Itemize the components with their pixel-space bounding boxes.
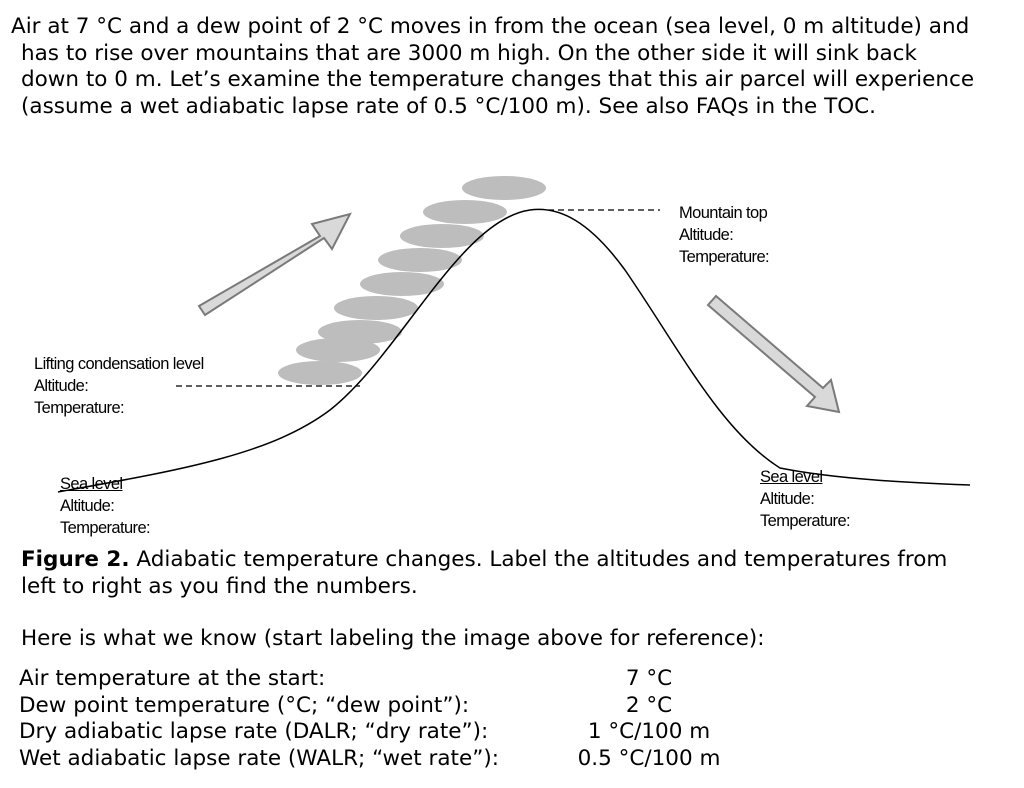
intro-line-4: (assume a wet adiabatic lapse rate of 0.5 °C/100 m). See also FAQs in the TOC. [21, 93, 876, 119]
figure-caption-text-2: left to right as you find the numbers. [21, 574, 418, 599]
mountain-profile [58, 209, 970, 492]
cloud-puff [462, 176, 546, 200]
known-row [19, 719, 729, 746]
sea-level-left-label [60, 473, 150, 539]
figure-caption-label: Figure 2. [21, 547, 130, 572]
known-value: 7 °C [625, 666, 673, 691]
lcl-title: Lifting condensation level [34, 355, 204, 373]
intro-paragraph [11, 14, 1006, 120]
cloud-puff [278, 361, 362, 385]
cloud-stack [278, 176, 546, 385]
rising-air-arrow-icon [199, 214, 350, 315]
cloud-puff [423, 200, 507, 224]
known-values-table [19, 666, 729, 772]
known-value: 0.5 °C/100 m [577, 745, 721, 771]
known-row [19, 746, 729, 773]
known-heading: Here is what we know (start labeling the image above for reference): [21, 626, 765, 651]
adiabatic-diagram [0, 150, 1024, 550]
figure-caption-text: Adiabatic temperature changes. Label the altitudes and temperatures from [129, 547, 948, 572]
known-row [19, 666, 729, 693]
sea-level-left-title: Sea level [60, 475, 123, 493]
mountain-top-label [679, 202, 769, 268]
sea-level-right-altitude: Altitude: [760, 490, 815, 508]
lcl-altitude: Altitude: [34, 377, 89, 395]
known-label: Air temperature at the start: [19, 666, 326, 691]
mountain-top-temperature: Temperature: [679, 248, 770, 266]
intro-line-3: down to 0 m. Let’s examine the temperature changes that this air parcel will experience [21, 67, 975, 92]
known-label: Dry adiabatic lapse rate (DALR; “dry rate”): [19, 719, 489, 744]
intro-line-2: has to rise over mountains that are 3000 m high. On the other side it will sink back [21, 40, 917, 66]
mountain-top-title: Mountain top [679, 204, 768, 222]
known-value: 2 °C [625, 692, 673, 718]
known-label: Dew point temperature (°C; “dew point”): [19, 692, 470, 718]
sea-level-left-altitude: Altitude: [60, 497, 115, 515]
mountain-top-altitude: Altitude: [679, 226, 734, 244]
sea-level-right-title: Sea level [760, 468, 823, 486]
known-label: Wet adiabatic lapse rate (WALR; “wet rate”): [19, 745, 499, 771]
intro-line-1: Air at 7 °C and a dew point of 2 °C moves in from the ocean (sea level, 0 m altitude) and [11, 14, 970, 39]
known-value: 1 °C/100 m [587, 719, 711, 744]
cloud-puff [334, 296, 418, 320]
known-row [19, 693, 729, 720]
sea-level-right-label [760, 466, 850, 532]
lcl-temperature: Temperature: [34, 399, 125, 417]
sea-level-left-temperature: Temperature: [60, 519, 151, 537]
lcl-label [34, 353, 204, 419]
sea-level-right-temperature: Temperature: [760, 512, 851, 530]
sinking-air-arrow-icon [708, 296, 839, 412]
cloud-puff [296, 338, 380, 362]
figure-caption [21, 546, 1006, 600]
